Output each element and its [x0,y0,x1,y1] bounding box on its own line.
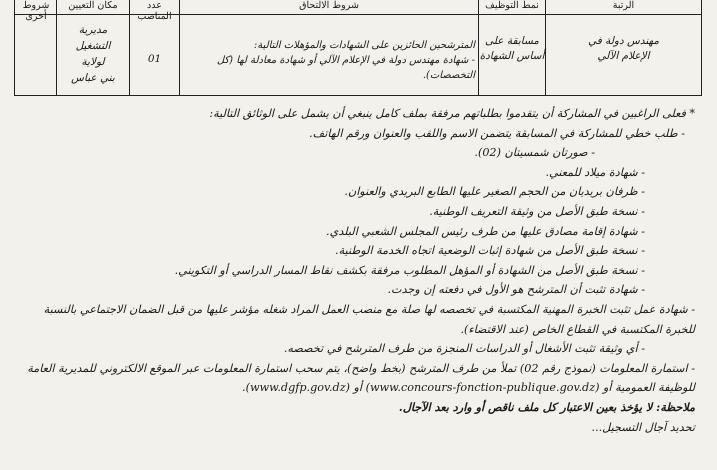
document-item: - ظرفان بريديان من الحجم الصغير عليها الطابع البريدي والعنوان. [344,185,645,199]
document-item: - نسخة طبق الأصل من الشهادة أو المؤهل المطلوب مرفقة بكشف نقاط المسار الدراسي أو التكويني. [174,263,645,277]
cell-rank-line: الإعلام الآلي [597,50,650,62]
cut-off-line: تحديد آجال التسجيل... [591,420,695,434]
cell-mode-line: أساس الشهادة [479,50,545,62]
cell-rank-line: مهندس دولة في [588,35,659,47]
intro-line: * فعلى الراغبين في المشاركة أن يتقدموا بطلباتهم مرفقة بملف كامل ينبغي أن يشمل على الوثائق التالية: [209,107,695,120]
website-line: للوظيفة العمومية أو (www.concours-fonction-publique.gov.dz) [365,381,695,395]
document-item: - أي وثيقة تثبت الأشغال أو الدراسات المنجزة من طرف المترشح في تخصصه. [283,342,645,356]
document-item: - نسخة طبق الأصل من وثيقة التعريف الوطنية. [429,204,645,218]
cell-count: 01 [147,53,162,65]
positions-table [14,0,702,96]
cell-conditions-line: - شهادة مهندس دولة في الإعلام الآلي أو شهادة معادلة لها (كل التخصصات). [216,55,475,81]
header-place: مكان التعيين [68,0,118,11]
document-item: - صورتان شمسيتان (02). [474,146,595,160]
cell-mode-line: مسابقة على [485,35,539,47]
cell-place-line: التشغيل [75,40,111,52]
document-item-continuation: للخبرة المكتسبة في القطاع الخاص (عند الاقتضاء). [460,322,695,336]
cell-place-line: بني عباس [71,72,115,84]
note-line: ملاحظة: لا يؤخذ بعين الاعتبار كل ملف ناقص أو وارد بعد الآجال. [398,399,695,414]
document-item: - شهادة تثبت أن المترشح هو الأول في دفعته إن وجدت. [387,283,645,297]
cell-conditions-line: المترشحين الحائزين على الشهادات والمؤهلات التالية: [253,40,475,51]
header-rank: الرتبة [612,0,635,11]
header-conditions: شروط الالتحاق [299,0,359,11]
cell-place [57,22,129,86]
table-column-divider [179,0,180,95]
cell-rank [546,34,701,64]
document-item: - شهادة إقامة مصادق عليها من طرف رئيس المجلس الشعبي البلدي. [326,224,645,238]
document-item: - نسخة طبق الأصل من شهادة إثبات الوضعية اتجاه الخدمة الوطنية. [335,244,645,258]
cell-mode [479,34,545,64]
document-item: - استمارة المعلومات (نموذج رقم 02) تملأ من طرف المترشح (بخط واضح)، يتم سحب استمارة المعلومات عبر الموقع الالكتروني للمديرية العامة [27,361,695,375]
document-body [25,104,695,437]
website-line-alt: أو (www.dgfp.gov.dz). [242,381,363,395]
document-item-continuation [25,378,695,398]
document-item: - طلب خطي للمشاركة في المسابقة يتضمن الاسم واللقب والعنوان ورقم الهاتف. [309,126,685,140]
document-item: - شهادة عمل تثبت الخبرة المهنية المكتسبة في تخصصه لها صلة مع منصب العمل المراد شغله مؤشر عليها من قبل الضمان الاجتماعي بالنسبة [43,302,695,316]
header-mode: نمط التوظيف [485,0,539,11]
cell-conditions [183,38,475,83]
document-item: - شهادة ميلاد للمعني. [545,165,645,179]
cell-place-line: مديرية [78,24,108,36]
cell-place-line: لولاية [81,56,105,68]
header-count: عدد المناصب [137,0,172,22]
table-header-divider [15,14,701,15]
header-other-conditions: شروط أخرى [22,0,50,22]
